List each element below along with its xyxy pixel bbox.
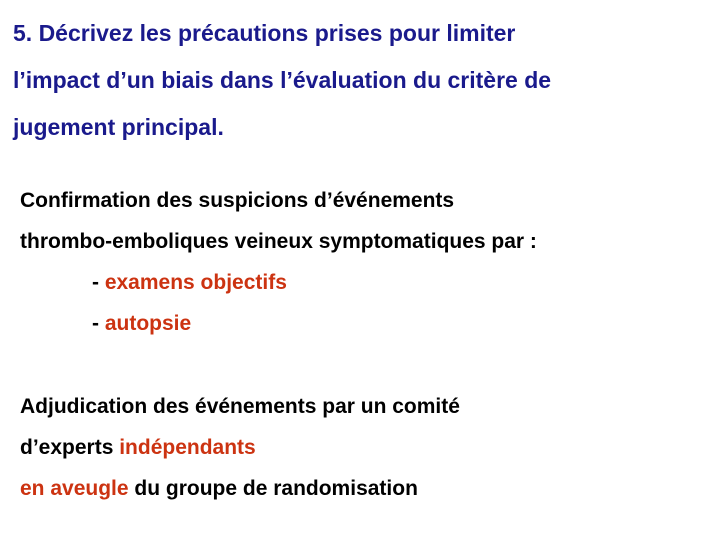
- list-dash: -: [92, 312, 105, 335]
- confirmation-block: [20, 180, 710, 344]
- list-item-examens: [20, 262, 710, 303]
- slide-title: [13, 10, 713, 151]
- adjudication-prefix: d’experts: [20, 436, 120, 459]
- highlight-examens: examens objectifs: [104, 271, 287, 294]
- adjudication-line-2: [20, 427, 710, 468]
- adjudication-line-3: [20, 468, 710, 509]
- highlight-aveugle: en aveugle: [20, 477, 129, 500]
- highlight-autopsie: autopsie: [104, 312, 192, 335]
- adjudication-block: [20, 386, 710, 509]
- title-line-3: jugement principal.: [13, 114, 224, 140]
- confirmation-line-2: thrombo-emboliques veineux symptomatiques par :: [20, 230, 537, 253]
- highlight-independants: indépendants: [119, 436, 256, 459]
- title-line-1: 5. Décrivez les précautions prises pour limiter: [13, 20, 516, 46]
- title-line-2: l’impact d’un biais dans l’évaluation du critère de: [13, 67, 552, 93]
- adjudication-line-1: Adjudication des événements par un comité: [20, 395, 460, 418]
- list-dash: -: [92, 271, 105, 294]
- adjudication-suffix: du groupe de randomisation: [128, 477, 418, 500]
- confirmation-line-1: Confirmation des suspicions d’événements: [20, 189, 455, 212]
- list-item-autopsie: [20, 303, 710, 344]
